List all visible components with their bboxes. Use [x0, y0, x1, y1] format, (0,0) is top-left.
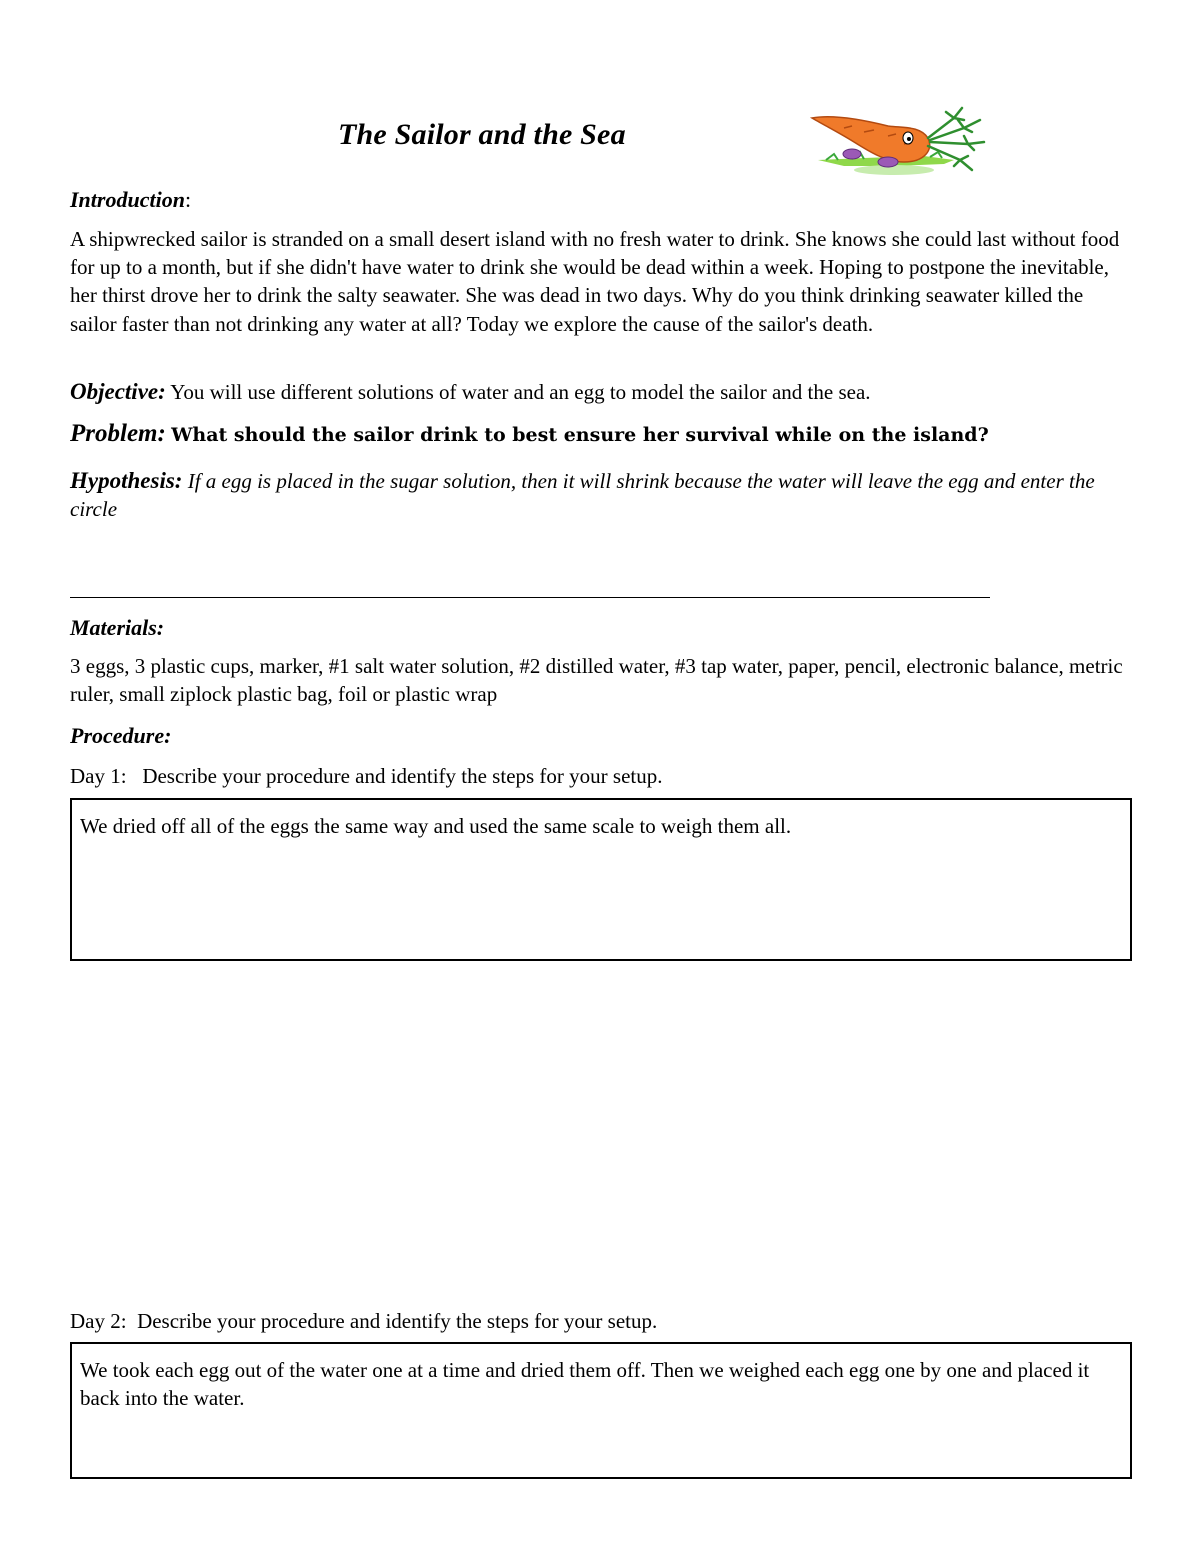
section-divider: [70, 597, 990, 598]
materials-text: 3 eggs, 3 plastic cups, marker, #1 salt water solution, #2 distilled water, #3 tap water, paper, pencil, electronic balance, metric ruler, small ziplock plastic bag, foil or plastic wrap: [70, 654, 1123, 707]
hypothesis-section: [70, 467, 1130, 523]
introduction-heading: Introduction:: [70, 187, 192, 212]
hypothesis-heading: Hypothesis:: [70, 468, 183, 493]
introduction-text: A shipwrecked sailor is stranded on a small desert island with no fresh water to drink. She knows she could last without food for up to a month, but if she didn't have water to drink she would be dead within a week. Hoping to postpone the inevitable, her thirst drove her to drink the salty seawater. She was dead in two days. Why do you think drinking seawater killed the sailor faster than not drinking any water at all? Today we explore the cause of the sailor's death.: [70, 227, 1120, 336]
problem-heading: Problem:: [70, 420, 166, 447]
page-title: The Sailor and the Sea: [338, 118, 626, 151]
problem-section: [70, 420, 1130, 449]
day2-answer-text: We took each egg out of the water one at a time and dried them off. Then we weighed each egg one by one and placed it back into the water.: [80, 1358, 1090, 1411]
day1-prompt: Day 1: Describe your procedure and identify the steps for your setup.: [70, 764, 663, 788]
day2-answer-box[interactable]: [70, 1342, 1132, 1479]
objective-text: You will use different solutions of water and an egg to model the sailor and the sea.: [170, 380, 871, 404]
materials-heading: Materials:: [70, 615, 165, 640]
day1-answer-text: We dried off all of the eggs the same way and used the same scale to weigh them all.: [80, 814, 792, 838]
day1-answer-box[interactable]: [70, 798, 1132, 961]
day2-prompt: Day 2: Describe your procedure and identify the steps for your setup.: [70, 1309, 658, 1333]
hypothesis-text: If a egg is placed in the sugar solution, then it will shrink because the water will leave the egg and enter the circle: [70, 469, 1095, 522]
objective-section: [70, 378, 1130, 406]
objective-heading: Objective:: [70, 379, 166, 404]
carrot-clipart-icon: [804, 104, 988, 184]
procedure-heading: Procedure:: [70, 723, 172, 748]
problem-text: What should the sailor drink to best ensure her survival while on the island?: [171, 424, 989, 446]
